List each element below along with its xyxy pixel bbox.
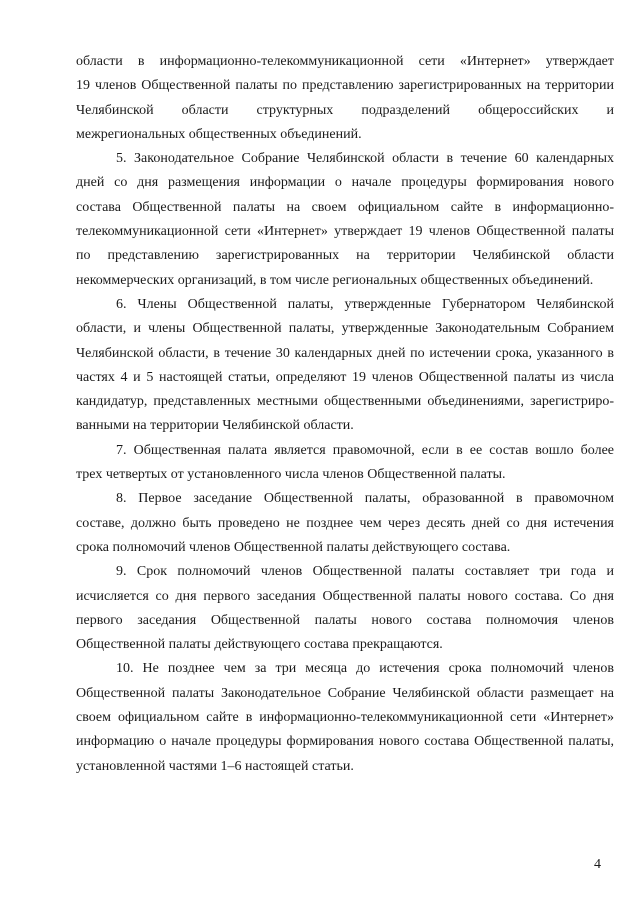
- text-line: состава Общественной палаты на своем официальном сайте в информационно-: [76, 199, 614, 215]
- text-line: области, и члены Общественной палаты, утвержденные Законодательным Собранием: [76, 321, 614, 337]
- text-line: информацию о начале процедуры формирования нового состава Общественной палаты,: [76, 734, 614, 750]
- text-line: установленной частями 1–6 настоящей статьи.: [76, 758, 354, 774]
- paragraph-6: [76, 293, 614, 439]
- text-line: межрегиональных общественных объединений.: [76, 126, 362, 142]
- text-line: 5. Законодательное Собрание Челябинской области в течение 60 календарных: [116, 151, 614, 167]
- page-number: 4: [594, 857, 601, 872]
- text-line: Челябинской области структурных подразделений общероссийских и: [76, 102, 614, 118]
- text-line: 19 членов Общественной палаты по представлению зарегистрированных на территории: [76, 78, 614, 94]
- text-line: области в информационно-телекоммуникационной сети «Интернет» утверждает: [76, 54, 614, 69]
- text-line: дней со дня размещения информации о начале процедуры формирования нового: [76, 175, 614, 191]
- text-line: Челябинской области, в течение 30 календарных дней по истечении срока, указанного в: [76, 345, 614, 361]
- text-line: первого заседания Общественной палаты нового состава полномочия членов: [76, 612, 614, 628]
- text-line: 9. Срок полномочий членов Общественной палаты составляет три года и: [116, 564, 614, 580]
- text-line: некоммерческих организаций, в том числе региональных общественных объединений.: [76, 272, 594, 288]
- text-line: телекоммуникационной сети «Интернет» утверждает 19 членов Общественной палаты: [76, 224, 614, 240]
- text-line: частях 4 и 5 настоящей статьи, определяют 19 членов Общественной палаты из числа: [76, 369, 614, 385]
- paragraph-9: [76, 560, 614, 657]
- paragraph-8: [76, 487, 614, 560]
- paragraph-5: [76, 147, 614, 293]
- text-line: 7. Общественная палата является правомочной, если в ее состав вошло более: [116, 442, 614, 458]
- text-line: трех четвертых от установленного числа членов Общественной палаты.: [76, 467, 506, 483]
- text-line: 6. Члены Общественной палаты, утвержденные Губернатором Челябинской: [116, 296, 614, 312]
- text-line: 8. Первое заседание Общественной палаты, образованной в правомочном: [116, 491, 614, 507]
- text-line: по представлению зарегистрированных на территории Челябинской области: [76, 248, 614, 264]
- text-line: кандидатур, представленных местными общественными объединениями, зарегистриро-: [76, 394, 614, 410]
- text-line: составе, должно быть проведено не позднее чем через десять дней со дня истечения: [76, 515, 614, 531]
- text-line: срока полномочий членов Общественной палаты действующего состава.: [76, 539, 511, 555]
- text-line: 10. Не позднее чем за три месяца до истечения срока полномочий членов: [116, 661, 614, 677]
- paragraph-7: [76, 439, 614, 488]
- text-line: исчисляется со дня первого заседания Общественной палаты нового состава. Со дня: [76, 588, 614, 604]
- paragraph-continuation: [76, 50, 614, 147]
- text-line: Общественной палаты Законодательное Собрание Челябинской области размещает на: [76, 685, 614, 701]
- document-page: [76, 50, 614, 779]
- text-line: своем официальном сайте в информационно-телекоммуникационной сети «Интернет»: [76, 710, 614, 726]
- text-line: Общественной палаты действующего состава прекращаются.: [76, 637, 443, 653]
- text-line: ванными на территории Челябинской области.: [76, 418, 354, 434]
- paragraph-10: [76, 657, 614, 778]
